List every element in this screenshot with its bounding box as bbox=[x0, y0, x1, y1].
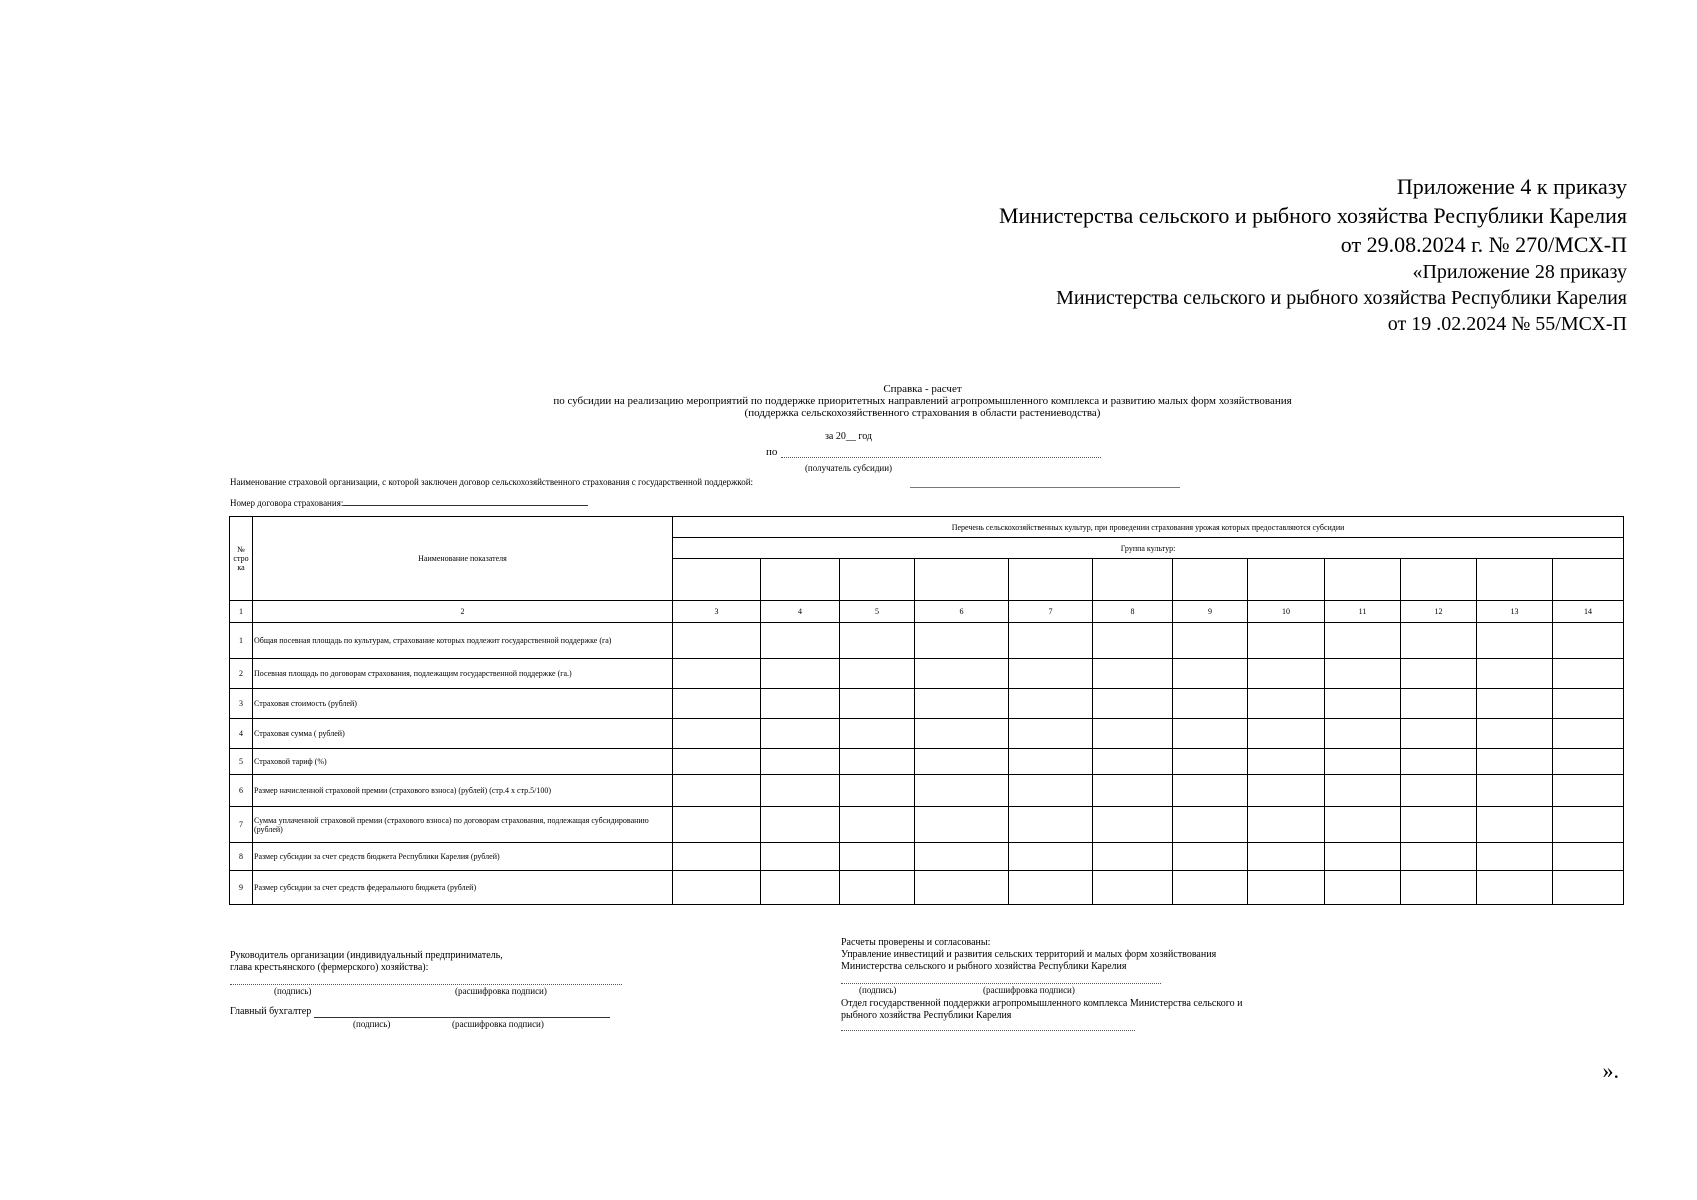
value-cell[interactable] bbox=[1009, 659, 1093, 689]
value-cell[interactable] bbox=[1553, 807, 1624, 843]
col-no-header: № стро ка bbox=[230, 517, 253, 601]
value-cell[interactable] bbox=[761, 843, 840, 871]
value-cell[interactable] bbox=[915, 719, 1009, 749]
value-cell[interactable] bbox=[915, 775, 1009, 807]
row-number: 5 bbox=[230, 749, 253, 775]
approver-signature-field[interactable] bbox=[841, 973, 1161, 984]
row-label: Размер субсидии за счет средств бюджета Республики Карелия (рублей) bbox=[253, 843, 673, 871]
value-cell[interactable] bbox=[915, 871, 1009, 905]
row-number: 6 bbox=[230, 775, 253, 807]
value-cell[interactable] bbox=[1248, 775, 1325, 807]
value-cell[interactable] bbox=[1553, 719, 1624, 749]
value-cell[interactable] bbox=[1401, 871, 1477, 905]
value-cell[interactable] bbox=[1477, 807, 1553, 843]
value-cell[interactable] bbox=[1173, 719, 1248, 749]
value-cell[interactable] bbox=[1325, 775, 1401, 807]
value-cell[interactable] bbox=[1009, 843, 1093, 871]
column-number-cell: 11 bbox=[1325, 601, 1401, 623]
value-cell[interactable] bbox=[1553, 689, 1624, 719]
value-cell[interactable] bbox=[1173, 807, 1248, 843]
column-number-cell: 13 bbox=[1477, 601, 1553, 623]
value-cell[interactable] bbox=[1248, 719, 1325, 749]
group-cell[interactable] bbox=[915, 559, 1009, 601]
value-cell[interactable] bbox=[1173, 659, 1248, 689]
value-cell[interactable] bbox=[1325, 659, 1401, 689]
col-name-header: Наименование показателя bbox=[253, 517, 673, 601]
value-cell[interactable] bbox=[1173, 775, 1248, 807]
value-cell[interactable] bbox=[1401, 843, 1477, 871]
value-cell[interactable] bbox=[1248, 871, 1325, 905]
form-title bbox=[230, 383, 1615, 419]
table-row bbox=[230, 843, 1624, 871]
signatures-right bbox=[841, 937, 1242, 1031]
contract-line bbox=[230, 497, 588, 508]
value-cell[interactable] bbox=[840, 843, 915, 871]
value-cell[interactable] bbox=[673, 689, 761, 719]
value-cell[interactable] bbox=[1009, 807, 1093, 843]
value-cell[interactable] bbox=[1553, 871, 1624, 905]
recipient-note: (получатель субсидии) bbox=[804, 463, 893, 473]
value-cell[interactable] bbox=[915, 659, 1009, 689]
group-cell[interactable] bbox=[1009, 559, 1093, 601]
value-cell[interactable] bbox=[1173, 871, 1248, 905]
accountant-label: Главный бухгалтер bbox=[230, 1006, 312, 1017]
column-number-cell: 3 bbox=[673, 601, 761, 623]
value-cell[interactable] bbox=[1325, 623, 1401, 659]
column-number-cell: 12 bbox=[1401, 601, 1477, 623]
value-cell[interactable] bbox=[1325, 871, 1401, 905]
value-cell[interactable] bbox=[840, 719, 915, 749]
decode-caption: (расшифровка подписи) bbox=[983, 985, 1075, 995]
row-number: 1 bbox=[230, 623, 253, 659]
table-row bbox=[230, 749, 1624, 775]
group-cell[interactable] bbox=[761, 559, 840, 601]
sign-caption: (подпись) bbox=[859, 985, 897, 995]
value-cell[interactable] bbox=[1477, 659, 1553, 689]
value-cell[interactable] bbox=[1093, 775, 1173, 807]
table-row bbox=[230, 659, 1624, 689]
value-cell[interactable] bbox=[1093, 749, 1173, 775]
value-cell[interactable] bbox=[1477, 689, 1553, 719]
value-cell[interactable] bbox=[1477, 749, 1553, 775]
value-cell[interactable] bbox=[1401, 689, 1477, 719]
value-cell[interactable] bbox=[1093, 807, 1173, 843]
column-number-cell: 5 bbox=[840, 601, 915, 623]
row-label: Страховая сумма ( рублей) bbox=[253, 719, 673, 749]
value-cell[interactable] bbox=[1093, 623, 1173, 659]
table-row bbox=[230, 623, 1624, 659]
value-cell[interactable] bbox=[1248, 659, 1325, 689]
value-cell[interactable] bbox=[1325, 807, 1401, 843]
value-cell[interactable] bbox=[673, 659, 761, 689]
table-row bbox=[230, 775, 1624, 807]
header-line-4: «Приложение 28 приказу bbox=[1412, 261, 1627, 283]
department-label-1: Отдел государственной поддержки агропромышленного комплекса Министерства сельского и bbox=[841, 998, 1243, 1009]
value-cell[interactable] bbox=[1009, 871, 1093, 905]
value-cell[interactable] bbox=[761, 807, 840, 843]
value-cell[interactable] bbox=[840, 689, 915, 719]
insurer-label: Наименование страховой организации, с которой заключен договор сельскохозяйственного страхования с государственной поддержкой: bbox=[230, 477, 754, 487]
value-cell[interactable] bbox=[673, 775, 761, 807]
value-cell[interactable] bbox=[1248, 689, 1325, 719]
row-label: Сумма уплаченной страховой премии (страхового взноса) по договорам страхования, подлежащая субсидированию (рублей) bbox=[253, 807, 673, 843]
column-number-cell: 1 bbox=[230, 601, 253, 623]
header-line-1: Приложение 4 к приказу bbox=[1396, 174, 1627, 199]
value-cell[interactable] bbox=[1477, 719, 1553, 749]
accountant-signature-field[interactable] bbox=[314, 1007, 610, 1018]
value-cell[interactable] bbox=[915, 843, 1009, 871]
value-cell[interactable] bbox=[1553, 749, 1624, 775]
head-signature-field[interactable] bbox=[230, 974, 622, 985]
group-cell[interactable] bbox=[1093, 559, 1173, 601]
value-cell[interactable] bbox=[1093, 689, 1173, 719]
table-row bbox=[230, 719, 1624, 749]
sign-caption: (подпись) bbox=[353, 1019, 391, 1029]
recipient-field[interactable] bbox=[781, 447, 1101, 458]
value-cell[interactable] bbox=[1009, 749, 1093, 775]
value-cell[interactable] bbox=[1325, 843, 1401, 871]
group-cell[interactable] bbox=[1173, 559, 1248, 601]
contract-field[interactable] bbox=[343, 497, 588, 506]
value-cell[interactable] bbox=[1553, 659, 1624, 689]
order-header bbox=[727, 172, 1627, 337]
value-cell[interactable] bbox=[673, 871, 761, 905]
closing-quote: ». bbox=[1602, 1058, 1619, 1083]
head-label-2: глава крестьянского (фермерского) хозяйства): bbox=[230, 962, 429, 973]
table-row bbox=[230, 689, 1624, 719]
value-cell[interactable] bbox=[673, 807, 761, 843]
recipient-line bbox=[766, 446, 1101, 458]
group-cell[interactable] bbox=[1325, 559, 1401, 601]
value-cell[interactable] bbox=[1401, 807, 1477, 843]
head-label-1: Руководитель организации (индивидуальный предприниматель, bbox=[230, 950, 503, 961]
value-cell[interactable] bbox=[915, 807, 1009, 843]
value-cell[interactable] bbox=[673, 843, 761, 871]
value-cell[interactable] bbox=[1477, 843, 1553, 871]
value-cell[interactable] bbox=[915, 749, 1009, 775]
value-cell[interactable] bbox=[1553, 623, 1624, 659]
value-cell[interactable] bbox=[915, 623, 1009, 659]
row-label: Посевная площадь по договорам страхования, подлежащим государственной поддержке (га.) bbox=[253, 659, 673, 689]
value-cell[interactable] bbox=[1325, 689, 1401, 719]
value-cell[interactable] bbox=[1477, 871, 1553, 905]
value-cell[interactable] bbox=[761, 719, 840, 749]
group-header: Группа культур: bbox=[673, 538, 1624, 559]
value-cell[interactable] bbox=[840, 659, 915, 689]
insurer-line bbox=[230, 477, 753, 487]
group-cell[interactable] bbox=[673, 559, 761, 601]
title-line-1: Справка - расчет bbox=[883, 383, 962, 395]
value-cell[interactable] bbox=[1009, 689, 1093, 719]
row-label: Общая посевная площадь по культурам, страхование которых подлежит государственной поддержке (га) bbox=[253, 623, 673, 659]
row-label: Страховой тариф (%) bbox=[253, 749, 673, 775]
value-cell[interactable] bbox=[1009, 623, 1093, 659]
row-label: Страховая стоимость (рублей) bbox=[253, 689, 673, 719]
value-cell[interactable] bbox=[673, 749, 761, 775]
column-numbers-row bbox=[230, 601, 1624, 623]
value-cell[interactable] bbox=[1173, 749, 1248, 775]
column-number-cell: 8 bbox=[1093, 601, 1173, 623]
value-cell[interactable] bbox=[1401, 623, 1477, 659]
value-cell[interactable] bbox=[1248, 807, 1325, 843]
column-number-cell: 2 bbox=[253, 601, 673, 623]
value-cell[interactable] bbox=[673, 719, 761, 749]
value-cell[interactable] bbox=[1173, 843, 1248, 871]
value-cell[interactable] bbox=[1325, 749, 1401, 775]
subsidy-table bbox=[229, 516, 1624, 905]
row-number: 2 bbox=[230, 659, 253, 689]
directorate-label: Управление инвестиций и развития сельских территорий и малых форм хозяйствования bbox=[841, 949, 1217, 960]
table-row bbox=[230, 871, 1624, 905]
value-cell[interactable] bbox=[840, 749, 915, 775]
value-cell[interactable] bbox=[761, 623, 840, 659]
group-cell[interactable] bbox=[840, 559, 915, 601]
decode-caption: (расшифровка подписи) bbox=[455, 986, 547, 996]
value-cell[interactable] bbox=[1401, 659, 1477, 689]
value-cell[interactable] bbox=[1325, 719, 1401, 749]
value-cell[interactable] bbox=[1248, 843, 1325, 871]
value-cell[interactable] bbox=[1093, 719, 1173, 749]
column-number-cell: 6 bbox=[915, 601, 1009, 623]
row-number: 4 bbox=[230, 719, 253, 749]
value-cell[interactable] bbox=[1093, 843, 1173, 871]
value-cell[interactable] bbox=[1248, 623, 1325, 659]
row-label: Размер начисленной страховой премии (страхового взноса) (рублей) (стр.4 х стр.5/100) bbox=[253, 775, 673, 807]
value-cell[interactable] bbox=[1093, 659, 1173, 689]
table-row bbox=[230, 807, 1624, 843]
group-cell[interactable] bbox=[1477, 559, 1553, 601]
value-cell[interactable] bbox=[761, 689, 840, 719]
title-line-2: по субсидии на реализацию мероприятий по поддержке приоритетных направлений агропромышленного комплекса и развитию малых форм хозяйствования bbox=[553, 395, 1292, 407]
group-cell[interactable] bbox=[1553, 559, 1624, 601]
column-number-cell: 14 bbox=[1553, 601, 1624, 623]
value-cell[interactable] bbox=[1009, 775, 1093, 807]
value-cell[interactable] bbox=[1553, 843, 1624, 871]
value-cell[interactable] bbox=[673, 623, 761, 659]
signatures-left bbox=[230, 950, 622, 1030]
crops-header: Перечень сельскохозяйственных культур, при проведении страхования урожая которых предоставляются субсидии bbox=[673, 517, 1624, 538]
value-cell[interactable] bbox=[761, 871, 840, 905]
po-label: по bbox=[766, 446, 778, 458]
value-cell[interactable] bbox=[840, 807, 915, 843]
column-number-cell: 7 bbox=[1009, 601, 1093, 623]
value-cell[interactable] bbox=[1401, 719, 1477, 749]
value-cell[interactable] bbox=[1477, 775, 1553, 807]
sign-caption: (подпись) bbox=[274, 986, 312, 996]
group-cell[interactable] bbox=[1248, 559, 1325, 601]
value-cell[interactable] bbox=[761, 775, 840, 807]
value-cell[interactable] bbox=[840, 623, 915, 659]
value-cell[interactable] bbox=[1009, 719, 1093, 749]
row-number: 8 bbox=[230, 843, 253, 871]
approval-label: Расчеты проверены и согласованы: bbox=[841, 937, 991, 948]
value-cell[interactable] bbox=[1248, 749, 1325, 775]
value-cell[interactable] bbox=[915, 689, 1009, 719]
value-cell[interactable] bbox=[1477, 623, 1553, 659]
contract-label: Номер договора страхования: bbox=[230, 498, 344, 508]
decode-caption: (расшифровка подписи) bbox=[452, 1019, 544, 1029]
header-line-6: от 19 .02.2024 № 55/МСХ-П bbox=[1387, 313, 1627, 335]
period-label: за 20__ год bbox=[824, 431, 873, 442]
value-cell[interactable] bbox=[761, 749, 840, 775]
value-cell[interactable] bbox=[1553, 775, 1624, 807]
row-number: 7 bbox=[230, 807, 253, 843]
value-cell[interactable] bbox=[1173, 689, 1248, 719]
insurer-field[interactable] bbox=[910, 487, 1180, 488]
row-number: 3 bbox=[230, 689, 253, 719]
department-signature-field[interactable] bbox=[841, 1022, 1135, 1031]
group-cell[interactable] bbox=[1401, 559, 1477, 601]
title-line-3: (поддержка сельскохозяйственного страхования в области растениеводства) bbox=[744, 407, 1101, 419]
department-label-2: рыбного хозяйства Республики Карелия bbox=[841, 1010, 1012, 1021]
value-cell[interactable] bbox=[840, 775, 915, 807]
value-cell[interactable] bbox=[1173, 623, 1248, 659]
header-line-5: Министерства сельского и рыбного хозяйства Республики Карелия bbox=[1056, 287, 1627, 309]
column-number-cell: 4 bbox=[761, 601, 840, 623]
column-number-cell: 10 bbox=[1248, 601, 1325, 623]
value-cell[interactable] bbox=[1401, 749, 1477, 775]
ministry-label: Министерства сельского и рыбного хозяйства Республики Карелия bbox=[841, 961, 1127, 972]
value-cell[interactable] bbox=[1093, 871, 1173, 905]
value-cell[interactable] bbox=[761, 659, 840, 689]
header-line-2: Министерства сельского и рыбного хозяйства Республики Карелия bbox=[998, 203, 1627, 228]
row-label: Размер субсидии за счет средств федерального бюджета (рублей) bbox=[253, 871, 673, 905]
column-number-cell: 9 bbox=[1173, 601, 1248, 623]
row-number: 9 bbox=[230, 871, 253, 905]
header-line-3: от 29.08.2024 г. № 270/МСХ-П bbox=[1340, 232, 1627, 257]
value-cell[interactable] bbox=[840, 871, 915, 905]
value-cell[interactable] bbox=[1401, 775, 1477, 807]
